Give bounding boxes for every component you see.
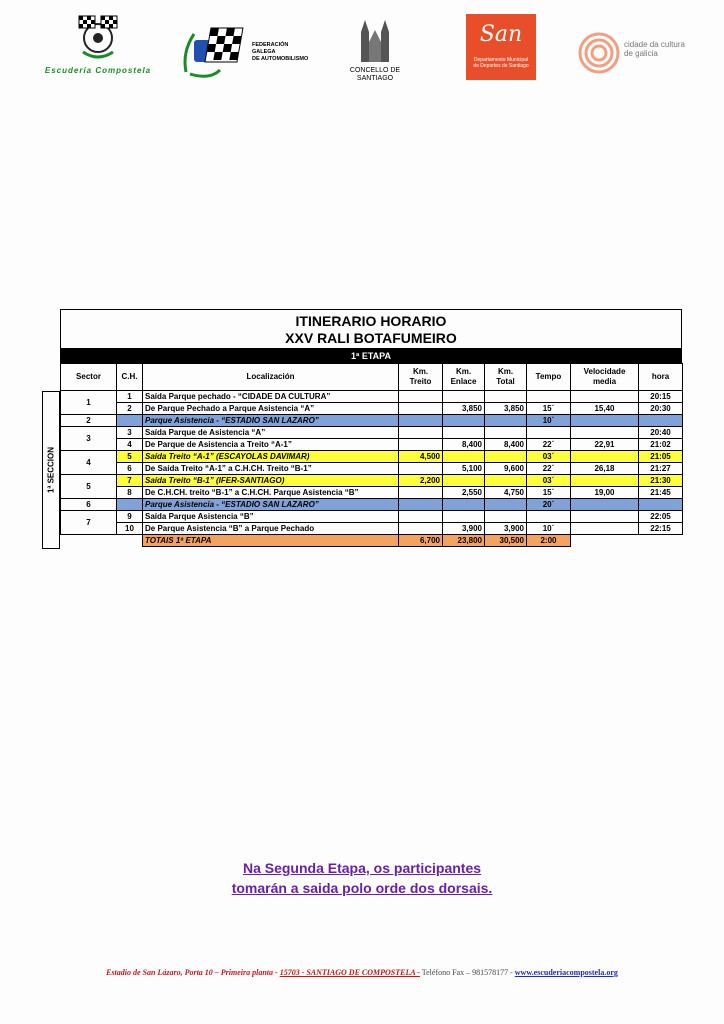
cell-total <box>485 475 527 487</box>
footer <box>0 968 724 977</box>
cell-loc: Parque Asistencia - “ESTADIO SAN LAZARO” <box>143 499 399 511</box>
header-km-treito-2: Treito <box>409 377 432 386</box>
header-velocidade <box>571 364 639 391</box>
spiral-icon <box>576 30 622 76</box>
header-km-total-1: Km. <box>497 367 514 376</box>
san-logo <box>466 14 536 80</box>
concello-caption <box>345 67 405 83</box>
cell-enlace <box>443 451 485 463</box>
cell-vel <box>571 427 639 439</box>
header-ch: C.H. <box>117 364 143 391</box>
totals-tempo: 2:00 <box>527 535 571 547</box>
cell-hora: 22:15 <box>639 523 683 535</box>
fga-line1: FEDERACIÓN GALEGA <box>252 42 289 55</box>
header-km-enlace-1: Km. <box>455 367 472 376</box>
cell-sector: 3 <box>61 427 117 451</box>
totals-blank-1 <box>61 535 117 547</box>
cell-ch <box>117 499 143 511</box>
table-row <box>61 415 683 427</box>
cell-tempo: 22´ <box>527 439 571 451</box>
cell-enlace <box>443 391 485 403</box>
cell-treito <box>399 487 443 499</box>
table-row <box>61 391 683 403</box>
cell-hora: 20:40 <box>639 427 683 439</box>
itinerary-title-box <box>60 309 682 349</box>
cell-enlace: 3,900 <box>443 523 485 535</box>
cathedral-icon <box>355 16 395 62</box>
etapa-bar: 1ª ETAPA <box>60 349 682 363</box>
totals-blank-4 <box>639 535 683 547</box>
cell-total <box>485 415 527 427</box>
cell-total: 4,750 <box>485 487 527 499</box>
cell-loc: Saída Parque de Asistencia “A” <box>143 427 399 439</box>
cell-treito <box>399 463 443 475</box>
cell-loc: Saída Parque Asistencia “B” <box>143 511 399 523</box>
cell-total: 3,850 <box>485 403 527 415</box>
cell-vel: 19,00 <box>571 487 639 499</box>
rally-name: XXV RALI BOTAFUMEIRO <box>285 330 457 346</box>
table-row <box>61 427 683 439</box>
table-row <box>61 439 683 451</box>
totals-row <box>61 535 683 547</box>
checkered-flags-icon <box>73 12 123 60</box>
cell-hora: 20:15 <box>639 391 683 403</box>
fga-emblem-icon <box>180 22 252 80</box>
cell-hora <box>639 499 683 511</box>
cell-hora: 22:05 <box>639 511 683 523</box>
cell-treito: 4,500 <box>399 451 443 463</box>
section-label <box>42 391 60 549</box>
cell-sector: 5 <box>61 475 117 499</box>
cell-hora <box>639 415 683 427</box>
header-km-enlace-2: Enlace <box>450 377 477 386</box>
cell-loc: Parque Asistencia - “ESTADIO SAN LAZARO” <box>143 415 399 427</box>
cell-enlace: 5,100 <box>443 463 485 475</box>
cell-vel: 22,91 <box>571 439 639 451</box>
fga-line2: DE AUTOMOBILISMO <box>252 56 309 62</box>
cell-vel <box>571 511 639 523</box>
cell-total: 9,600 <box>485 463 527 475</box>
san-wordmark: San <box>479 22 523 47</box>
cell-tempo <box>527 391 571 403</box>
escuderia-logo <box>28 12 168 75</box>
header-localizacion: Localización <box>143 364 399 391</box>
table-row <box>61 499 683 511</box>
cell-ch: 3 <box>117 427 143 439</box>
cell-hora: 21:27 <box>639 463 683 475</box>
cell-vel: 15,40 <box>571 403 639 415</box>
cell-vel <box>571 523 639 535</box>
cell-enlace: 8,400 <box>443 439 485 451</box>
header-km-total <box>485 364 527 391</box>
cell-tempo: 15´ <box>527 403 571 415</box>
cell-loc: Saída Treito “A-1” (ESCAYOLAS DAVIMAR) <box>143 451 399 463</box>
table-row <box>61 403 683 415</box>
header-sector: Sector <box>61 364 117 391</box>
cell-tempo <box>527 511 571 523</box>
cell-treito <box>399 391 443 403</box>
header-velocidade-2: media <box>592 377 617 386</box>
cell-hora: 21:02 <box>639 439 683 451</box>
cell-vel: 26,18 <box>571 463 639 475</box>
footer-website-link[interactable]: www.escuderiacompostela.org <box>514 968 618 977</box>
cell-total <box>485 511 527 523</box>
cultura-logo <box>576 30 706 76</box>
totals-blank-3 <box>571 535 639 547</box>
totals-blank-2 <box>117 535 143 547</box>
table-row <box>61 463 683 475</box>
cell-loc: Saída Parque pechado - “CIDADE DA CULTURA” <box>143 391 399 403</box>
cell-tempo: 10´ <box>527 523 571 535</box>
totals-total: 30,500 <box>485 535 527 547</box>
header-km-enlace <box>443 364 485 391</box>
table-row <box>61 451 683 463</box>
cell-treito <box>399 415 443 427</box>
cell-ch: 5 <box>117 451 143 463</box>
cell-sector: 6 <box>61 499 117 511</box>
header-row <box>61 364 683 391</box>
cell-hora: 21:30 <box>639 475 683 487</box>
cell-hora: 21:45 <box>639 487 683 499</box>
cell-enlace: 3,850 <box>443 403 485 415</box>
cell-tempo: 10´ <box>527 415 571 427</box>
cultura-line1: cidade da cultura <box>624 40 685 49</box>
header-velocidade-1: Velocidade <box>583 367 626 376</box>
cell-tempo: 03´ <box>527 475 571 487</box>
cell-treito <box>399 427 443 439</box>
cell-loc: De Parque Asistencia “B” a Parque Pechado <box>143 523 399 535</box>
san-line1: Departamento Municipal <box>473 57 529 63</box>
cell-vel <box>571 415 639 427</box>
cell-tempo: 15´ <box>527 487 571 499</box>
cell-total <box>485 499 527 511</box>
cell-hora: 21:05 <box>639 451 683 463</box>
cell-ch: 2 <box>117 403 143 415</box>
cell-enlace <box>443 511 485 523</box>
logo-strip <box>0 12 724 92</box>
cell-tempo <box>527 427 571 439</box>
cell-loc: De Saída Treito “A-1” a C.H.CH. Treito “B-1” <box>143 463 399 475</box>
cell-loc: De Parque de Asistencia a Treito “A-1” <box>143 439 399 451</box>
cell-loc: Saída Treito “B-1” (IFER-SANTIAGO) <box>143 475 399 487</box>
table-row <box>61 475 683 487</box>
cell-total: 3,900 <box>485 523 527 535</box>
cell-treito <box>399 403 443 415</box>
note-line2: tomarán a saida polo orde dos dorsais. <box>231 880 493 896</box>
concello-line2: SANTIAGO <box>356 75 394 82</box>
cell-vel <box>571 499 639 511</box>
cultura-caption <box>624 40 685 58</box>
cell-enlace <box>443 499 485 511</box>
cell-total <box>485 391 527 403</box>
fga-caption <box>252 42 312 63</box>
concello-logo <box>345 16 405 83</box>
totals-enlace: 23,800 <box>443 535 485 547</box>
table-row <box>61 511 683 523</box>
cell-ch: 9 <box>117 511 143 523</box>
cell-total <box>485 427 527 439</box>
itinerary-title: ITINERARIO HORARIO <box>295 313 447 329</box>
cell-ch <box>117 415 143 427</box>
table-row <box>61 523 683 535</box>
cell-vel <box>571 451 639 463</box>
cell-total <box>485 451 527 463</box>
cell-ch: 8 <box>117 487 143 499</box>
cell-enlace <box>443 427 485 439</box>
san-line2: de Deportes de Santiago <box>473 63 529 69</box>
footer-address: Estadio de San Lázaro, Porta 10 – Primeira planta - <box>106 968 280 977</box>
table-row <box>61 487 683 499</box>
totals-treito: 6,700 <box>399 535 443 547</box>
header-hora: hora <box>639 364 683 391</box>
cell-sector: 7 <box>61 511 117 535</box>
cell-ch: 1 <box>117 391 143 403</box>
header-km-treito-1: Km. <box>412 367 429 376</box>
cell-treito: 2,200 <box>399 475 443 487</box>
cell-ch: 4 <box>117 439 143 451</box>
cell-enlace <box>443 415 485 427</box>
cell-sector: 2 <box>61 415 117 427</box>
footer-phone: Teléfono Fax – 981578177 - <box>419 968 515 977</box>
cell-sector: 1 <box>61 391 117 415</box>
cell-tempo: 03´ <box>527 451 571 463</box>
cell-loc: De Parque Pechado a Parque Asistencia “A” <box>143 403 399 415</box>
header-km-total-2: Total <box>496 377 515 386</box>
totals-label: TOTAIS 1ª ETAPA <box>143 535 399 547</box>
san-caption <box>466 57 536 69</box>
itinerary-table <box>60 363 683 547</box>
section-label-text: 1ª SECCION <box>46 446 56 494</box>
header-tempo: Tempo <box>527 364 571 391</box>
cell-treito <box>399 523 443 535</box>
cell-treito <box>399 499 443 511</box>
cell-ch: 7 <box>117 475 143 487</box>
cell-ch: 6 <box>117 463 143 475</box>
cell-hora: 20:30 <box>639 403 683 415</box>
cell-tempo: 20´ <box>527 499 571 511</box>
cell-enlace: 2,550 <box>443 487 485 499</box>
concello-line1: CONCELLO DE <box>349 67 401 74</box>
escuderia-caption: Escudería Compostela <box>44 66 152 75</box>
cell-treito <box>399 511 443 523</box>
header-km-treito <box>399 364 443 391</box>
cell-loc: De C.H.CH. treito “B-1” a C.H.CH. Parque Asistencia “B” <box>143 487 399 499</box>
cell-vel <box>571 475 639 487</box>
fga-logo <box>180 22 310 82</box>
cell-sector: 4 <box>61 451 117 475</box>
footer-postal: 15703 - SANTIAGO DE COMPOSTELA - <box>279 968 420 977</box>
note-line1: Na Segunda Etapa, os participantes <box>242 860 482 876</box>
cell-treito <box>399 439 443 451</box>
cell-total: 8,400 <box>485 439 527 451</box>
cultura-line2: de galicia <box>624 49 658 58</box>
cell-ch: 10 <box>117 523 143 535</box>
cell-vel <box>571 391 639 403</box>
cell-enlace <box>443 475 485 487</box>
cell-tempo: 22´ <box>527 463 571 475</box>
